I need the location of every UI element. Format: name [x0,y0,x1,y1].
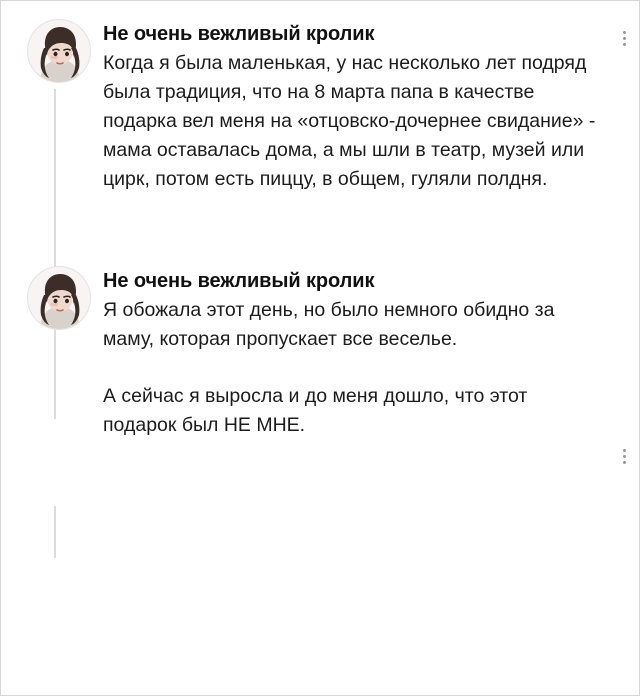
post-body [95,266,617,440]
avatar[interactable] [27,19,91,83]
post-paragraph: Я обожала этот день, но было немного обидно за маму, которая пропускает все веселье. [103,299,555,350]
avatar-column [23,266,95,330]
post-thread [1,1,639,458]
avatar[interactable] [27,266,91,330]
post-author-name[interactable]: Не очень вежливый кролик [103,23,375,45]
post-paragraph: Когда я была маленькая, у нас несколько лет подряд была традиция, что на 8 марта папа в качестве подарка вел меня на «отцовско-дочернее свидание» - мама оставалась дома, а мы шли в театр, музей или цирк, потом есть пиццу, в общем, гуляли полдня. [103,52,596,190]
more-vertical-icon-dot [623,455,626,458]
more-vertical-icon-dot [623,37,626,40]
more-vertical-icon-dot [623,31,626,34]
thread-connector-line-2 [54,506,56,558]
avatar-column [23,19,95,83]
post-item [23,266,617,440]
more-vertical-icon-dot [623,461,626,464]
post-author-name[interactable]: Не очень вежливый кролик [103,270,375,292]
post-menu-button-1[interactable] [615,31,633,46]
post-item [23,19,617,194]
post-body [95,19,617,194]
post-paragraph: А сейчас я выросла и до меня дошло, что этот подарок был НЕ МНЕ. [103,385,528,436]
post-menu-button-2[interactable] [615,449,633,464]
more-vertical-icon-dot [623,43,626,46]
more-vertical-icon-dot [623,449,626,452]
